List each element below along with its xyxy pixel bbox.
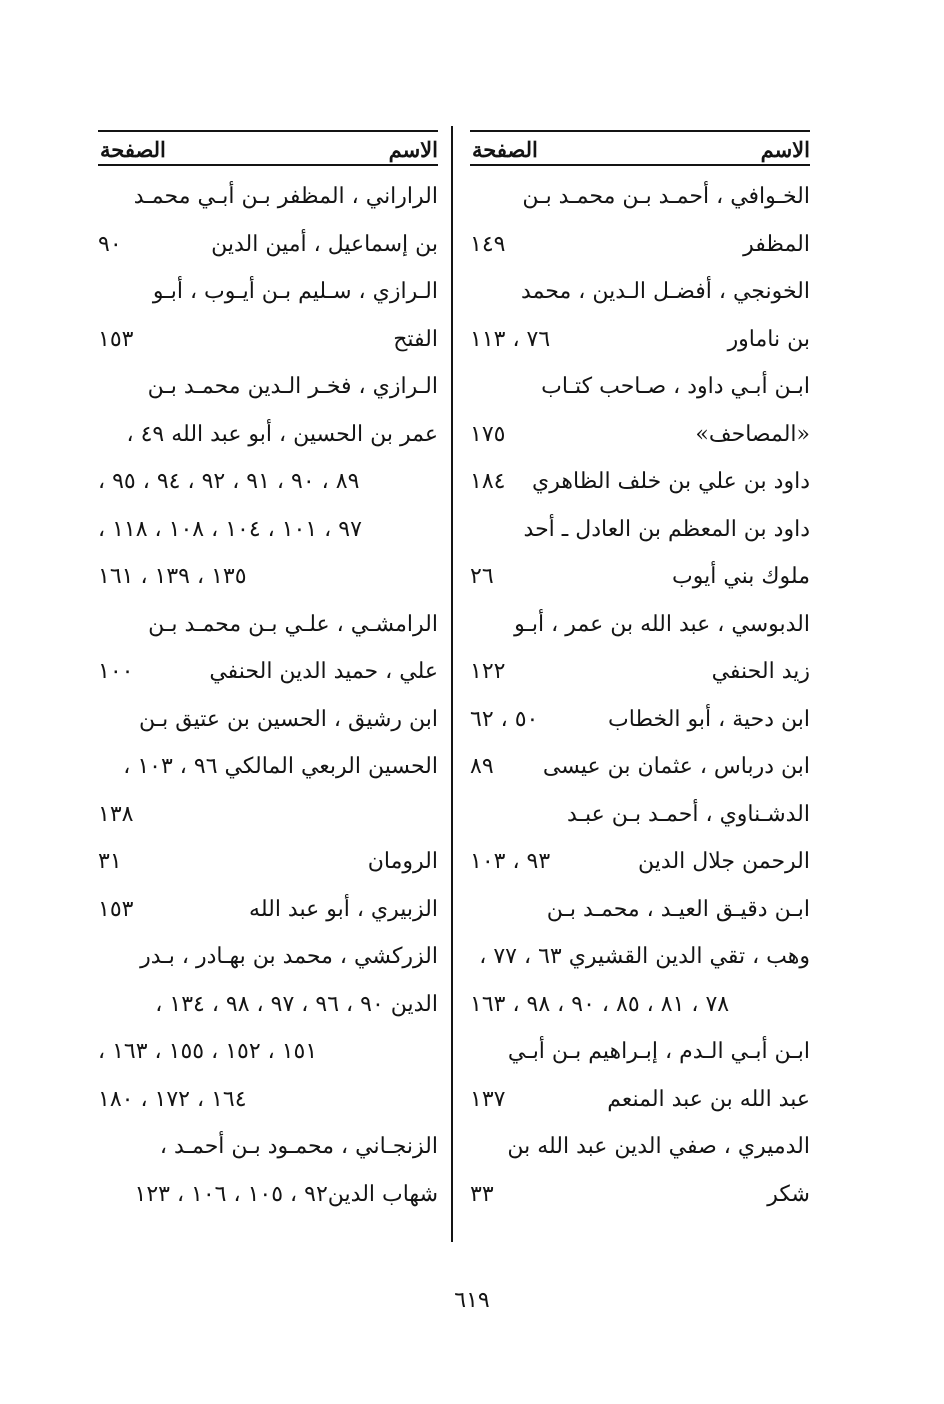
index-line: [470, 745, 810, 793]
entry-page-numbers: ١٣٧: [470, 1086, 506, 1112]
page-header: الصفحة: [472, 137, 538, 162]
index-line: [98, 460, 438, 508]
entry-page-numbers: ٨٩ ، ٩٠ ، ٩١ ، ٩٢ ، ٩٤ ، ٩٥ ،: [98, 469, 360, 494]
entry-name-text: عمر بن الحسين ، أبو عبد الله ٤٩ ،: [126, 421, 438, 447]
entry-name-text: الدشـناوي ، أحمـد بـن عبـد: [567, 801, 810, 827]
index-line: [470, 413, 810, 461]
entry-page-numbers: ١٢٢: [470, 659, 506, 684]
column-header: [98, 130, 438, 166]
entry-name-text: ابن درباس ، عثمان بن عيسى: [542, 754, 810, 779]
index-line: [98, 935, 438, 983]
index-line: [98, 1030, 438, 1078]
entry-page-numbers: ٢٦: [470, 564, 494, 589]
entry-page-numbers: ٣٣: [470, 1181, 494, 1207]
index-line: [470, 1173, 810, 1221]
index-line: [98, 1078, 438, 1126]
entry-page-numbers: ٧٨ ، ٨١ ، ٨٥ ، ٩٠ ، ٩٨ ، ١٦٣: [470, 991, 730, 1017]
column-header: [470, 130, 810, 166]
entry-page-numbers: ٩٣ ، ١٠٣: [470, 849, 551, 874]
entry-page-numbers: ١٥٣: [98, 326, 134, 352]
entry-name-text: بن ناماور: [727, 326, 810, 352]
entry-name-text: شكر: [767, 1181, 810, 1207]
index-line: [470, 698, 810, 746]
entry-name-text: ملوك بني أيوب: [672, 564, 810, 589]
index-line: [98, 1173, 438, 1221]
entry-name-text: الـرازي ، سـليم بـن أيـوب ، أبـو: [152, 279, 438, 304]
entry-name-text: الراراني ، المظفر بـن أبـي محمـد: [133, 184, 438, 209]
entry-name-text: الزركشي ، محمد بن بهـادر ، بـدر: [140, 944, 438, 969]
entry-name-text: الزنجـاني ، محمـود بـن أحمـد ،: [159, 1134, 438, 1159]
entry-name-text: الدين ٩٠ ، ٩٦ ، ٩٧ ، ٩٨ ، ١٣٤ ،: [155, 991, 438, 1017]
entry-name-text: ابن رشيق ، الحسين بن عتيق بـن: [138, 706, 438, 732]
index-line: [98, 650, 438, 698]
entry-page-numbers: ١٨٤: [470, 469, 506, 494]
index-line: [98, 698, 438, 746]
index-line: [470, 555, 810, 603]
index-line: [98, 223, 438, 271]
entry-name-text: ابـن أبـي الـدم ، إبـراهيم بـن أبـي: [507, 1039, 810, 1064]
entry-name-text: داود بن علي بن خلف الظاهري: [532, 469, 810, 494]
index-line: [98, 175, 438, 223]
entry-page-numbers: ١٥٣: [98, 896, 134, 922]
entry-name-text: «المصاحف»: [695, 421, 810, 447]
index-line: [98, 840, 438, 888]
entry-page-numbers: ٧٦ ، ١١٣: [470, 326, 551, 352]
index-line: [98, 1125, 438, 1173]
index-line: [470, 223, 810, 271]
entry-name-text: ابـن دقيـق العيـد ، محمـد بـن: [546, 896, 810, 922]
entry-page-numbers: ٥٠ ، ٦٢: [470, 706, 539, 732]
entry-name-text: الرحمن جلال الدين: [638, 849, 810, 874]
index-line: [470, 318, 810, 366]
index-line: [98, 413, 438, 461]
index-line: [98, 603, 438, 651]
index-line: [98, 318, 438, 366]
entry-page-numbers: ١٦٤ ، ١٧٢ ، ١٨٠: [98, 1086, 247, 1112]
index-line: [470, 175, 810, 223]
index-line: [98, 983, 438, 1031]
entry-page-numbers: ١٠٠: [98, 659, 134, 684]
index-line: [470, 983, 810, 1031]
entry-name-text: ابـن أبـي داود ، صـاحب كتـاب: [541, 374, 810, 399]
entry-name-text: ابن دحية ، أبو الخطاب: [608, 706, 810, 732]
entry-name-text: علي ، حميد الدين الحنفي: [209, 659, 438, 684]
entry-name-text: الـرازي ، فخـر الـدين محمـد بـن: [147, 374, 438, 399]
entry-name-text: الرامشـي ، علـي بـن محمـد بـن: [148, 611, 438, 637]
entry-name-text: الدبوسي ، عبد الله بن عمر ، أبـو: [514, 611, 810, 637]
entry-name-text: عبد الله بن عبد المنعم: [607, 1086, 810, 1112]
entry-name-text: الدميري ، صفي الدين عبد الله بن: [507, 1134, 810, 1159]
index-line: [470, 603, 810, 651]
entry-page-numbers: ١٥١ ، ١٥٢ ، ١٥٥ ، ١٦٣ ،: [98, 1039, 318, 1064]
index-line: [470, 888, 810, 936]
entry-page-numbers: ١٧٥: [470, 421, 506, 447]
index-line: [98, 270, 438, 318]
index-line: [470, 460, 810, 508]
index-line: [470, 270, 810, 318]
entry-page-numbers: ٨٩: [470, 754, 494, 779]
index-line: [470, 508, 810, 556]
index-line: [98, 745, 438, 793]
entry-name-text: بن إسماعيل ، أمين الدين: [211, 231, 438, 257]
entry-name-text: المظفر: [743, 231, 810, 257]
entry-name-text: شهاب الدين٩٢ ، ١٠٥ ، ١٠٦ ، ١٢٣: [134, 1181, 438, 1207]
name-header: الاسم: [760, 137, 810, 162]
entry-name-text: وهب ، تقي الدين القشيري ٦٣ ، ٧٧ ،: [479, 944, 810, 969]
index-line: [470, 840, 810, 888]
index-entries-left: [98, 175, 438, 1220]
page-header: الصفحة: [100, 137, 166, 162]
entry-page-numbers: ١٣٨: [98, 801, 134, 827]
index-line: [98, 555, 438, 603]
entry-page-numbers: ٩٧ ، ١٠١ ، ١٠٤ ، ١٠٨ ، ١١٨ ،: [98, 516, 362, 542]
index-line: [470, 1125, 810, 1173]
index-line: [98, 793, 438, 841]
entry-name-text: الزبيري ، أبو عبد الله: [249, 896, 438, 922]
entry-name-text: زيد الحنفي: [711, 659, 810, 684]
entry-page-numbers: ١٤٩: [470, 231, 506, 257]
entry-name-text: الخونجي ، أفضـل الـدين ، محمد: [521, 279, 810, 304]
entry-page-numbers: ٣١: [98, 849, 122, 874]
page-number: ٦١٩: [454, 1288, 490, 1313]
index-line: [470, 650, 810, 698]
entry-name-text: الحسين الربعي المالكي ٩٦ ، ١٠٣ ،: [123, 754, 438, 779]
index-entries-right: [470, 175, 810, 1220]
name-header: الاسم: [388, 137, 438, 162]
entry-page-numbers: ٩٠: [98, 231, 122, 257]
index-line: [470, 1078, 810, 1126]
index-column-left: [98, 130, 438, 1220]
entry-name-text: الخـوافي ، أحمـد بـن محمـد بـن: [522, 184, 810, 209]
entry-name-text: الرومان: [367, 849, 438, 874]
index-column-right: [470, 130, 810, 1220]
entry-name-text: الفتح: [393, 326, 438, 352]
index-line: [470, 935, 810, 983]
entry-name-text: داود بن المعظم بن العادل ـ أحد: [523, 516, 810, 542]
index-line: [98, 508, 438, 556]
entry-page-numbers: ١٣٥ ، ١٣٩ ، ١٦١: [98, 564, 247, 589]
index-line: [470, 793, 810, 841]
column-divider: [451, 126, 453, 1242]
index-line: [98, 888, 438, 936]
index-line: [98, 365, 438, 413]
index-line: [470, 365, 810, 413]
index-line: [470, 1030, 810, 1078]
